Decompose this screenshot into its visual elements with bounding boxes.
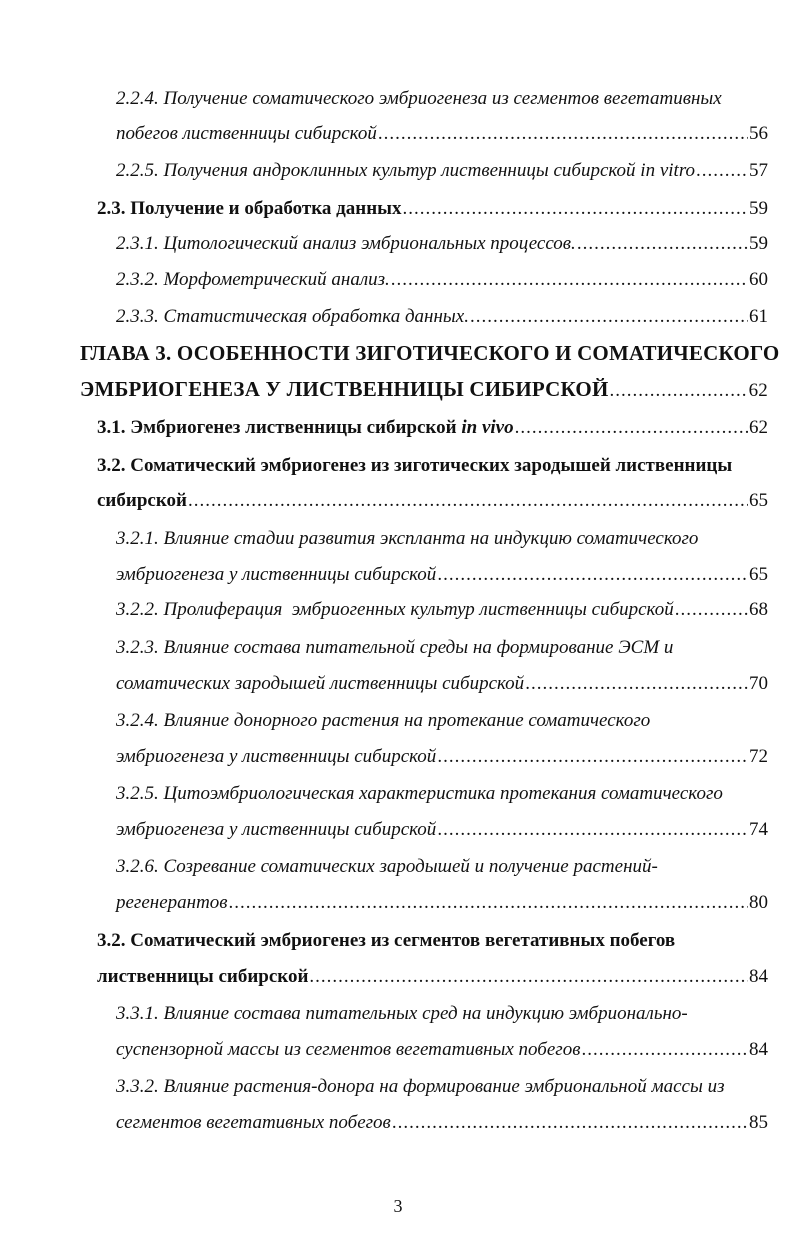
- leader-dots: [188, 489, 748, 513]
- leader-dots: [437, 818, 748, 842]
- leader-dots: [515, 416, 748, 440]
- leader-dots: [610, 379, 748, 403]
- toc-entry-3-2b[interactable]: лиственницы сибирской ..... 84: [97, 965, 768, 989]
- toc-entry-3-2-4-line1: 3.2.4. Влияние донорного растения на протекание соматического: [116, 710, 651, 731]
- toc-entry-3-3-2-line1: 3.3.2. Влияние растения-донора на формирование эмбриональной массы из: [116, 1076, 725, 1097]
- leader-dots: [470, 305, 748, 329]
- toc-entry-3-2-3-line1: 3.2.3. Влияние состава питательной среды на формирование ЭСМ и: [116, 637, 674, 658]
- leader-dots: [675, 598, 748, 622]
- toc-entry-2-3[interactable]: 2.3. Получение и обработка данных ..... 59: [97, 197, 768, 221]
- page-ref: 80: [749, 892, 768, 913]
- toc-entry-2-2-5[interactable]: 2.2.5. Получения андроклинных культур лиственницы сибирской in vitro ..... 57: [116, 159, 768, 183]
- leader-dots: [437, 745, 748, 769]
- page-ref: 56: [749, 123, 768, 144]
- toc-entry-2-2-4-line1: 2.2.4. Получение соматического эмбриогенеза из сегментов вегетативных: [116, 88, 722, 109]
- page-ref: 84: [749, 1039, 768, 1060]
- page-ref: 59: [749, 198, 768, 219]
- toc-entry-3-2-1[interactable]: эмбриогенеза у лиственницы сибирской ..... 65: [116, 563, 768, 587]
- toc-entry-2-3-2[interactable]: 2.3.2. Морфометрический анализ. ..... 60: [116, 268, 768, 292]
- leader-dots: [378, 122, 748, 146]
- page-ref: 84: [749, 966, 768, 987]
- toc-entry-2-3-3[interactable]: 2.3.3. Статистическая обработка данных. ..... 61: [116, 305, 768, 329]
- page-ref: 70: [749, 673, 768, 694]
- toc-entry-3-2-4[interactable]: эмбриогенеза у лиственницы сибирской ..... 72: [116, 745, 768, 769]
- page-ref: 57: [749, 160, 768, 181]
- toc-entry-3-3-1[interactable]: суспензорной массы из сегментов вегетативных побегов ..... 84: [116, 1038, 768, 1062]
- toc-entry-3-2[interactable]: сибирской ..... 65: [97, 489, 768, 513]
- toc-entry-3-3-1-line1: 3.3.1. Влияние состава питательных сред на индукцию эмбрионально-: [116, 1003, 688, 1024]
- leader-dots: [581, 1038, 748, 1062]
- leader-dots: [577, 232, 748, 256]
- toc-entry-3-2-6-line1: 3.2.6. Созревание соматических зародышей и получение растений-: [116, 856, 658, 877]
- toc-entry-3-2-line1: 3.2. Соматический эмбриогенез из зиготических зародышей лиственницы: [97, 455, 733, 476]
- page-ref: 61: [749, 306, 768, 327]
- toc-entry-3-2b-line1: 3.2. Соматический эмбриогенез из сегментов вегетативных побегов: [97, 930, 676, 951]
- page-ref: 62: [748, 380, 768, 401]
- toc-entry-3-2-2[interactable]: 3.2.2. Пролиферация эмбриогенных культур лиственницы сибирской ..... 68: [116, 598, 768, 622]
- page-number: 3: [393, 1196, 403, 1216]
- page-ref: 72: [749, 746, 768, 767]
- toc-entry-3-2-5-line1: 3.2.5. Цитоэмбриологическая характеристика протекания соматического: [116, 783, 723, 804]
- toc-entry-3-2-6[interactable]: регенерантов ..... 80: [116, 891, 768, 915]
- toc-entry-3-3-2[interactable]: сегментов вегетативных побегов ..... 85: [116, 1111, 768, 1135]
- leader-dots: [229, 891, 748, 915]
- page-ref: 68: [749, 599, 768, 620]
- toc-entry-2-3-1[interactable]: 2.3.1. Цитологический анализ эмбриональных процессов. ..... 59: [116, 232, 768, 256]
- page-ref: 59: [749, 233, 768, 254]
- leader-dots: [309, 965, 748, 989]
- page-ref: 65: [749, 490, 768, 511]
- leader-dots: [392, 1111, 748, 1135]
- leader-dots: [525, 672, 748, 696]
- toc-entry-2-2-4[interactable]: побегов лиственницы сибирской ..... 56: [116, 122, 768, 146]
- page-ref: 74: [749, 819, 768, 840]
- toc-entry-3-2-3[interactable]: соматических зародышей лиственницы сибирской ..... 70: [116, 672, 768, 696]
- page-ref: 60: [749, 269, 768, 290]
- toc-chapter-3[interactable]: ЭМБРИОГЕНЕЗА У ЛИСТВЕННИЦЫ СИБИРСКОЙ ..... 62: [80, 377, 768, 403]
- page-ref: 62: [749, 417, 768, 438]
- page-ref: 85: [749, 1112, 768, 1133]
- page-ref: 65: [749, 564, 768, 585]
- leader-dots: [403, 197, 748, 221]
- toc-entry-3-2-1-line1: 3.2.1. Влияние стадии развития экспланта на индукцию соматического: [116, 528, 699, 549]
- leader-dots: [437, 563, 748, 587]
- toc-chapter-3-line1: ГЛАВА 3. ОСОБЕННОСТИ ЗИГОТИЧЕСКОГО И СОМАТИЧЕСКОГО: [80, 341, 780, 365]
- leader-dots: [696, 159, 748, 183]
- toc-entry-3-2-5[interactable]: эмбриогенеза у лиственницы сибирской ..... 74: [116, 818, 768, 842]
- toc-entry-3-1[interactable]: 3.1. Эмбриогенез лиственницы сибирской in vivo ..... 62: [97, 416, 768, 440]
- leader-dots: [391, 268, 748, 292]
